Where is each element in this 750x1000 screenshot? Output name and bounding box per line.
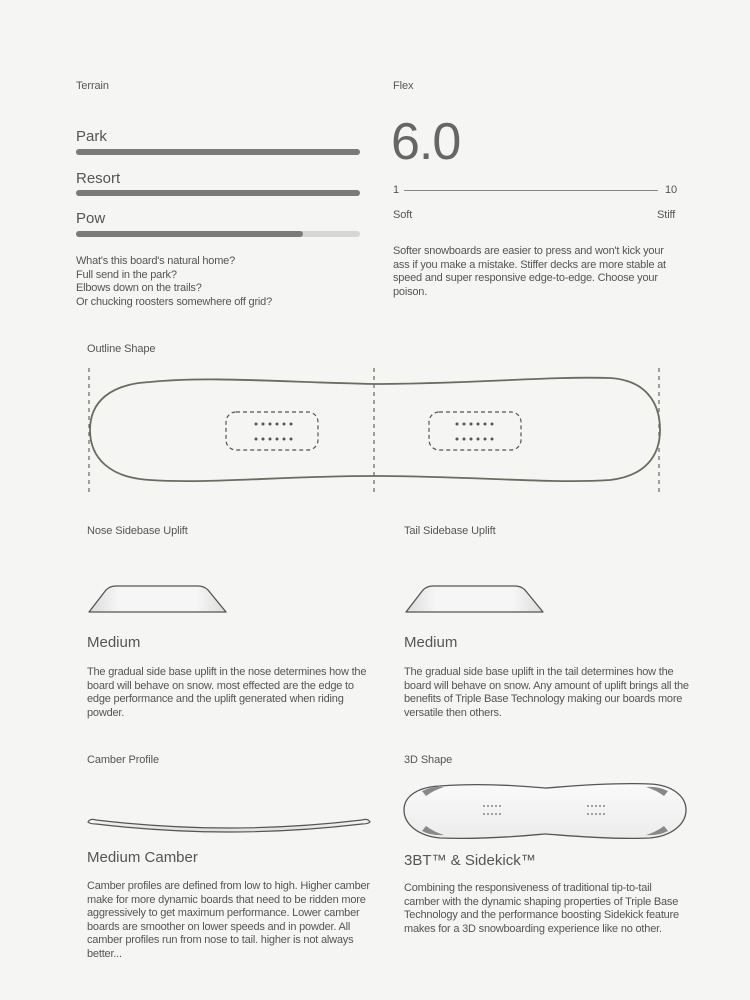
nose-uplift-diagram bbox=[86, 582, 230, 618]
camber-title: Camber Profile bbox=[87, 754, 159, 766]
shape3d-diagram bbox=[402, 778, 688, 844]
nose-uplift-value: Medium bbox=[87, 634, 141, 651]
nose-uplift-description: The gradual side base uplift in the nose determines how the board will behave on snow. most effected are the edge to edge performance and the uplift generated when riding powder. bbox=[87, 666, 367, 719]
flex-soft-label: Soft bbox=[393, 209, 413, 221]
terrain-pow-label: Pow bbox=[76, 210, 106, 227]
tail-uplift-description: The gradual side base uplift in the tail determines how the board will behave on snow. Any amount of uplift brings all the benefits of Triple Base Technology making our boards more versatile then others. bbox=[404, 666, 689, 719]
terrain-title: Terrain bbox=[76, 80, 109, 92]
shape3d-value: 3BT™ & Sidekick™ bbox=[404, 852, 536, 869]
tail-uplift-value: Medium bbox=[404, 634, 458, 651]
terrain-pow-bar bbox=[76, 231, 360, 237]
camber-value: Medium Camber bbox=[87, 849, 198, 866]
nose-uplift-title: Nose Sidebase Uplift bbox=[87, 525, 188, 537]
outline-shape-diagram bbox=[80, 362, 670, 498]
tail-uplift-diagram bbox=[403, 582, 547, 618]
flex-description: Softer snowboards are easier to press and won't kick your ass if you make a mistake. Stiffer decks are more stable at speed and super responsive edge-to-edge. Choose your poison. bbox=[393, 245, 666, 298]
camber-description: Camber profiles are defined from low to high. Higher camber make for more dynamic boards that need to be ridden more aggressively to get maximum performance. Lower camber boards are smoother on lower speeds and in powder. All camber profiles run from nose to tail. higher is not always better... bbox=[87, 880, 370, 960]
flex-stiff-label: Stiff bbox=[657, 209, 676, 221]
terrain-park-label: Park bbox=[76, 128, 107, 145]
terrain-park-bar bbox=[76, 149, 360, 155]
flex-scale-max: 10 bbox=[665, 184, 678, 196]
terrain-resort-label: Resort bbox=[76, 170, 121, 187]
shape3d-description: Combining the responsiveness of traditional tip-to-tail camber with the dynamic shaping properties of Triple Base Technology and the performance boosting Sidekick feature makes for a 3D snowboarding experience like no other. bbox=[404, 882, 679, 935]
tail-uplift-title: Tail Sidebase Uplift bbox=[404, 525, 496, 537]
outline-title: Outline Shape bbox=[87, 343, 156, 355]
flex-value: 6.0 bbox=[391, 113, 461, 171]
shape3d-title: 3D Shape bbox=[404, 754, 453, 766]
terrain-resort-bar bbox=[76, 190, 360, 196]
flex-title: Flex bbox=[393, 80, 414, 92]
terrain-description: What's this board's natural home? Full send in the park? Elbows down on the trails? Or chucking roosters somewhere off grid? bbox=[76, 255, 272, 308]
camber-profile-diagram bbox=[84, 810, 374, 836]
flex-scale-min: 1 bbox=[393, 184, 400, 196]
flex-scale-line bbox=[404, 190, 658, 191]
